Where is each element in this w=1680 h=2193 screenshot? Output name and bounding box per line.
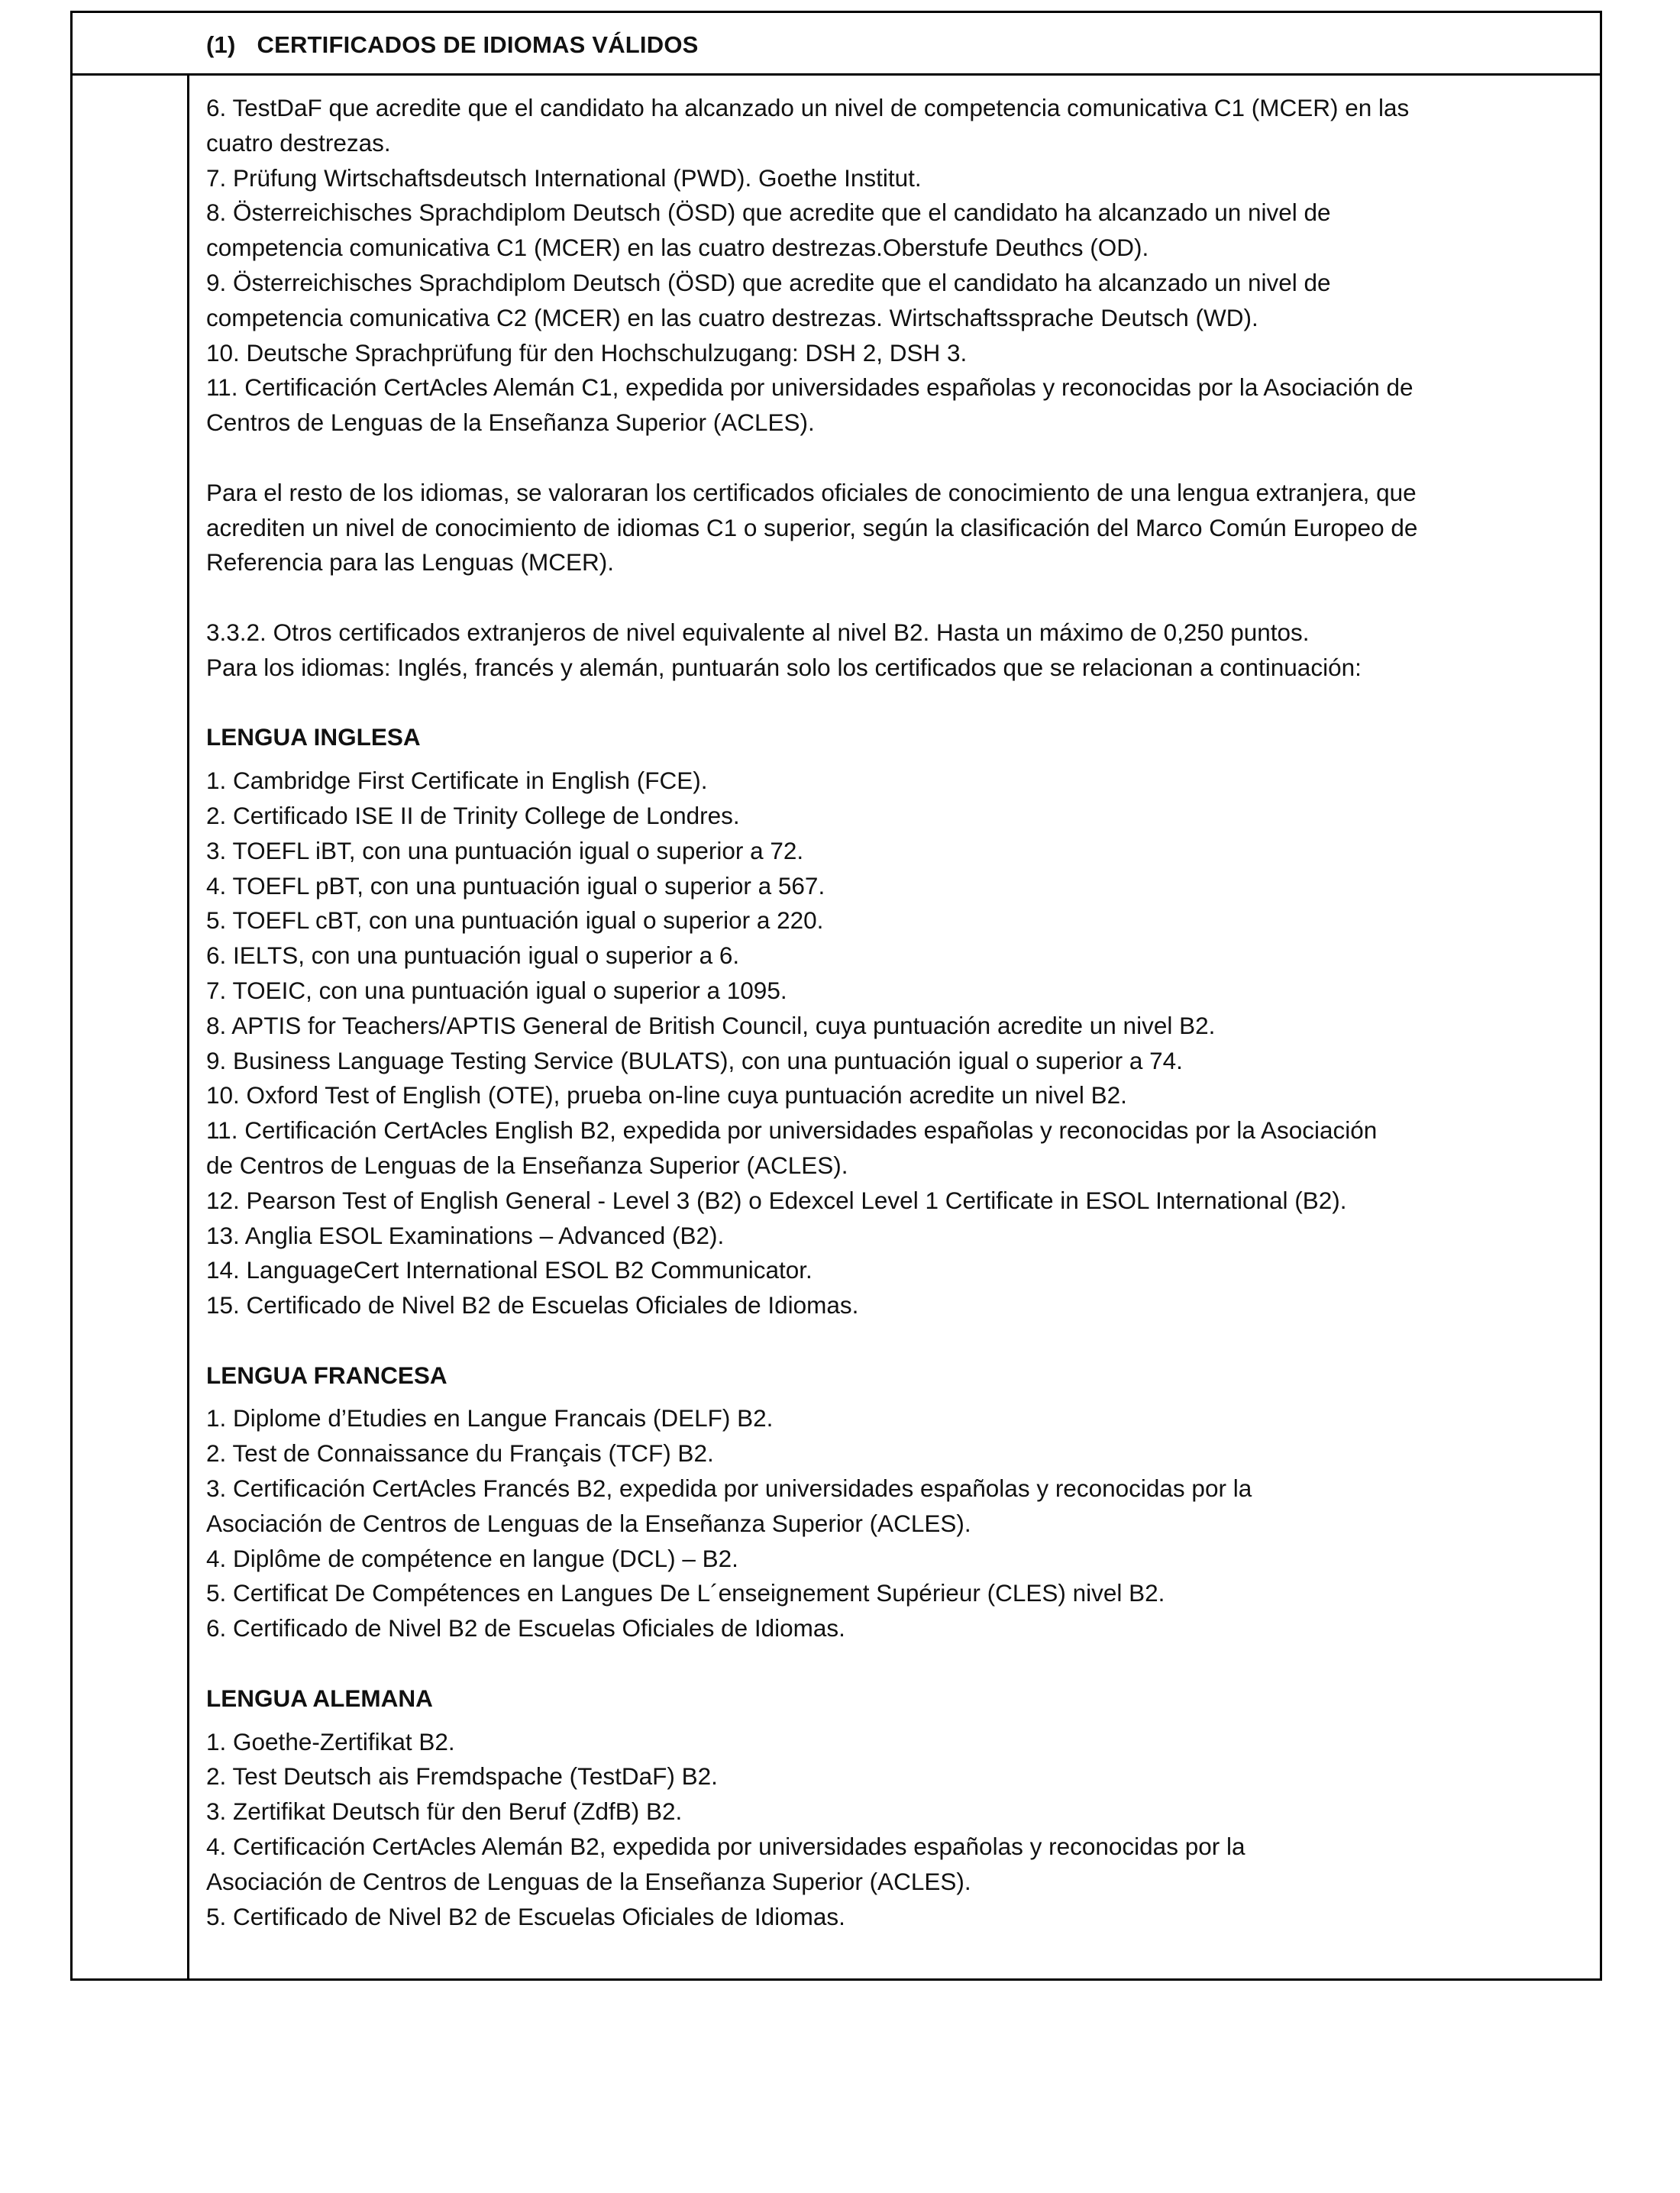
list-item: 4. Diplôme de compétence en langue (DCL) – B2. bbox=[206, 1544, 738, 1572]
list-item: 6. IELTS, con una puntuación igual o superior a 6. bbox=[206, 941, 740, 970]
list-item: 3. Zertifikat Deutsch für den Beruf (ZdfB) B2. bbox=[206, 1797, 683, 1826]
paragraph-line: 3.3.2. Otros certificados extranjeros de nivel equivalente al nivel B2. Hasta un máximo de 0,250 puntos. bbox=[206, 618, 1310, 646]
left-column-divider bbox=[187, 76, 189, 1978]
table-content bbox=[206, 91, 1581, 1934]
text-line: 10. Deutsche Sprachprüfung für den Hochschulzugang: DSH 2, DSH 3. bbox=[206, 338, 968, 367]
header-title-text: CERTIFICADOS DE IDIOMAS VÁLIDOS bbox=[257, 31, 699, 58]
paragraph-line: Para el resto de los idiomas, se valoraran los certificados oficiales de conocimiento de una lengua extranjera, que bbox=[206, 478, 1417, 506]
list-item: de Centros de Lenguas de la Enseñanza Superior (ACLES). bbox=[206, 1151, 848, 1179]
blank-line bbox=[206, 1393, 1581, 1401]
list-item: 8. APTIS for Teachers/APTIS General de British Council, cuya puntuación acredite un nivel B2. bbox=[206, 1011, 1216, 1039]
list-item: 12. Pearson Test of English General - Level 3 (B2) o Edexcel Level 1 Certificate in ESOL International (B2). bbox=[206, 1186, 1347, 1214]
blank-line bbox=[206, 686, 1581, 721]
blank-line bbox=[206, 441, 1581, 476]
list-item: 11. Certificación CertAcles English B2, expedida por universidades españolas y reconocidas por la Asociación bbox=[206, 1116, 1378, 1145]
list-item: 2. Test de Connaissance du Français (TCF) B2. bbox=[206, 1439, 714, 1468]
text-line: competencia comunicativa C1 (MCER) en las cuatro destrezas.Oberstufe Deuthcs (OD). bbox=[206, 234, 1149, 262]
list-item: 4. TOEFL pBT, con una puntuación igual o superior a 567. bbox=[206, 871, 825, 899]
section-title-german: LENGUA ALEMANA bbox=[206, 1684, 433, 1712]
table-header-title bbox=[206, 31, 699, 59]
text-line: 6. TestDaF que acredite que el candidato ha alcanzado un nivel de competencia comunicativa C1 (MCER) en las bbox=[206, 94, 1410, 121]
list-item: 7. TOEIC, con una puntuación igual o superior a 1095. bbox=[206, 976, 787, 1004]
list-item: 9. Business Language Testing Service (BULATS), con una puntuación igual o superior a 74. bbox=[206, 1046, 1183, 1074]
text-line: 11. Certificación CertAcles Alemán C1, expedida por universidades españolas y reconocidas por la Asociación de bbox=[206, 373, 1413, 402]
text-line: cuatro destrezas. bbox=[206, 128, 391, 157]
text-line: Centros de Lenguas de la Enseñanza Superior (ACLES). bbox=[206, 409, 815, 437]
table-header-row bbox=[73, 13, 1600, 76]
text-line: 8. Österreichisches Sprachdiplom Deutsch (ÖSD) que acredite que el candidato ha alcanzado un nivel de bbox=[206, 199, 1331, 227]
list-item: 14. LanguageCert International ESOL B2 Communicator. bbox=[206, 1256, 813, 1284]
blank-line bbox=[206, 1646, 1581, 1681]
paragraph-line: acrediten un nivel de conocimiento de idiomas C1 o superior, según la clasificación del Marco Común Europeo de bbox=[206, 513, 1418, 541]
list-item: 5. Certificado de Nivel B2 de Escuelas Oficiales de Idiomas. bbox=[206, 1902, 845, 1930]
list-item: 3. TOEFL iBT, con una puntuación igual o superior a 72. bbox=[206, 836, 804, 864]
list-item: 2. Test Deutsch ais Fremdspache (TestDaF) B2. bbox=[206, 1762, 718, 1791]
blank-line bbox=[206, 1323, 1581, 1358]
list-item: 3. Certificación CertAcles Francés B2, expedida por universidades españolas y reconocidas por la bbox=[206, 1474, 1252, 1503]
blank-line bbox=[206, 1717, 1581, 1725]
list-item: 6. Certificado de Nivel B2 de Escuelas Oficiales de Idiomas. bbox=[206, 1614, 845, 1642]
list-item: 5. TOEFL cBT, con una puntuación igual o superior a 220. bbox=[206, 906, 824, 935]
list-item: 4. Certificación CertAcles Alemán B2, expedida por universidades españolas y reconocidas por la bbox=[206, 1833, 1245, 1861]
list-item: 1. Cambridge First Certificate in English (FCE). bbox=[206, 767, 708, 795]
header-number: (1) bbox=[206, 31, 236, 58]
list-item: 2. Certificado ISE II de Trinity College de Londres. bbox=[206, 801, 740, 829]
section-title-french: LENGUA FRANCESA bbox=[206, 1361, 447, 1389]
list-item: 15. Certificado de Nivel B2 de Escuelas Oficiales de Idiomas. bbox=[206, 1291, 859, 1319]
list-item: Asociación de Centros de Lenguas de la Enseñanza Superior (ACLES). bbox=[206, 1867, 971, 1895]
list-item: 13. Anglia ESOL Examinations – Advanced (B2). bbox=[206, 1221, 725, 1249]
list-item: Asociación de Centros de Lenguas de la Enseñanza Superior (ACLES). bbox=[206, 1509, 971, 1537]
blank-line bbox=[206, 580, 1581, 615]
text-line: 9. Österreichisches Sprachdiplom Deutsch (ÖSD) que acredite que el candidato ha alcanzado un nivel de bbox=[206, 268, 1331, 296]
certificates-table bbox=[70, 11, 1602, 1981]
paragraph-line: Referencia para las Lenguas (MCER). bbox=[206, 548, 614, 577]
text-line: 7. Prüfung Wirtschaftsdeutsch International (PWD). Goethe Institut. bbox=[206, 163, 922, 192]
section-title-english: LENGUA INGLESA bbox=[206, 723, 421, 751]
text-line: competencia comunicativa C2 (MCER) en las cuatro destrezas. Wirtschaftssprache Deutsch (WD). bbox=[206, 303, 1258, 331]
blank-line bbox=[206, 755, 1581, 764]
list-item: 5. Certificat De Compétences en Langues De L´enseignement Supérieur (CLES) nivel B2. bbox=[206, 1579, 1165, 1607]
paragraph-line: Para los idiomas: Inglés, francés y alemán, puntuarán solo los certificados que se relacionan a continuación: bbox=[206, 653, 1362, 681]
list-item: 1. Goethe-Zertifikat B2. bbox=[206, 1727, 455, 1755]
list-item: 1. Diplome d’Etudies en Langue Francais (DELF) B2. bbox=[206, 1404, 774, 1432]
list-item: 10. Oxford Test of English (OTE), prueba on-line cuya puntuación acredite un nivel B2. bbox=[206, 1081, 1127, 1109]
